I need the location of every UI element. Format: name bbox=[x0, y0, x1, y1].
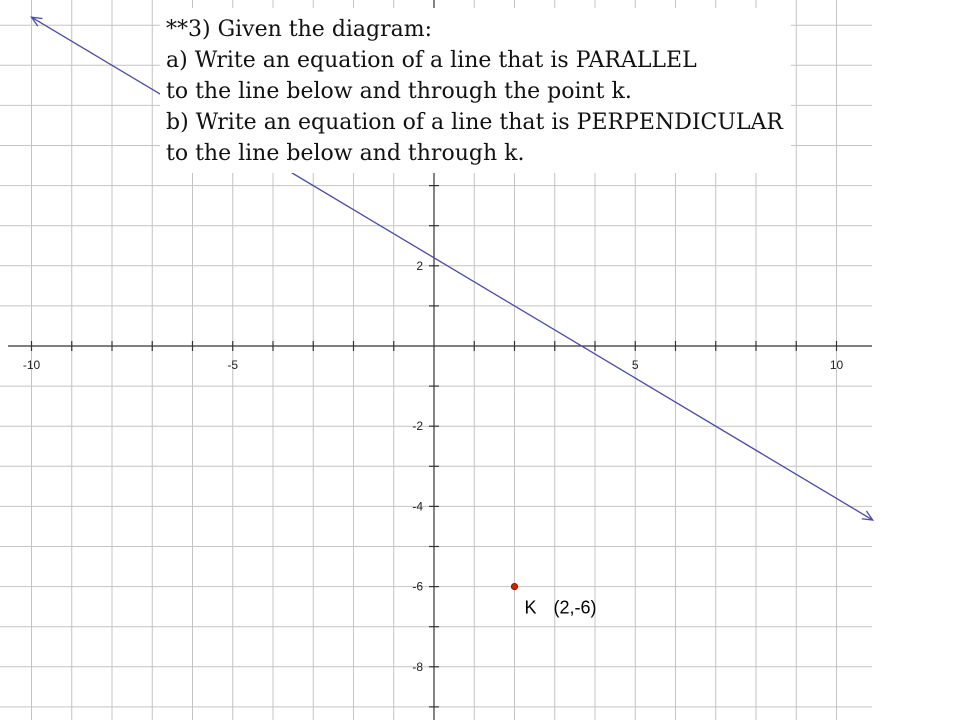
part-b-line-2: to the line below and through k. bbox=[166, 141, 525, 166]
problem-title: **3) Given the diagram: bbox=[166, 17, 433, 42]
y-tick-label: -8 bbox=[412, 659, 423, 674]
point-k-name: K bbox=[524, 597, 537, 618]
point-k-group bbox=[511, 583, 596, 617]
y-tick-label: -2 bbox=[412, 419, 423, 434]
part-a-line-1: a) Write an equation of a line that is PARALLEL bbox=[166, 48, 697, 73]
point-k bbox=[511, 583, 517, 589]
x-tick-label: -5 bbox=[227, 358, 239, 372]
part-a-line-2: to the line below and through the point k. bbox=[166, 79, 632, 104]
point-k-coordinates: (2,-6) bbox=[553, 597, 597, 618]
problem-statement bbox=[160, 8, 791, 173]
line-arrowhead-end bbox=[862, 511, 873, 520]
x-tick-label: 5 bbox=[631, 358, 639, 372]
y-tick-label: -6 bbox=[412, 579, 423, 594]
y-tick-label: -4 bbox=[412, 499, 423, 514]
part-b-line-1: b) Write an equation of a line that is PERPENDICULAR bbox=[166, 110, 783, 135]
x-tick-label: -10 bbox=[22, 358, 41, 372]
y-tick-label: 2 bbox=[416, 258, 423, 273]
x-tick-label: 10 bbox=[829, 358, 844, 372]
